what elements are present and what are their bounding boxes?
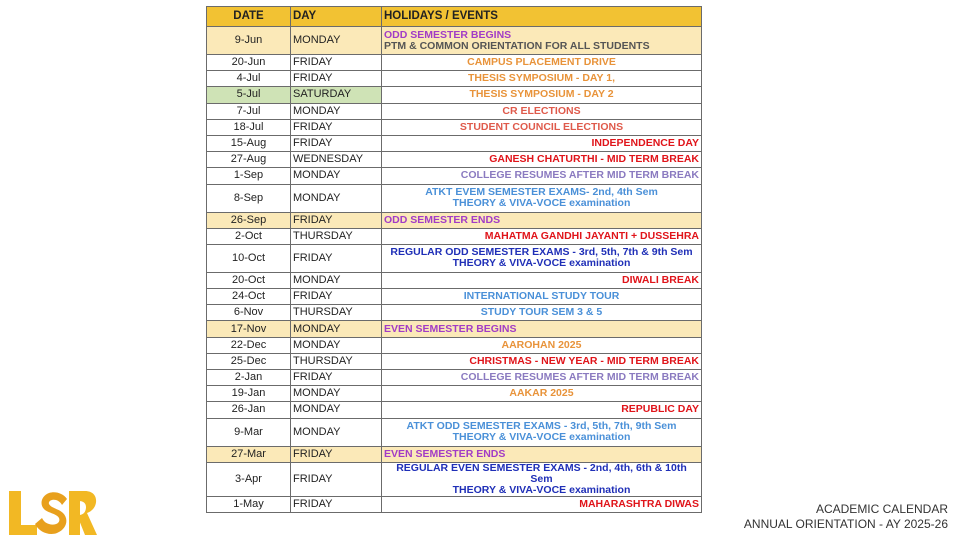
cell-date: 20-Oct: [207, 272, 291, 288]
cell-day: FRIDAY: [291, 71, 382, 87]
table-row: [207, 168, 702, 184]
event-text: THEORY & VIVA-VOCE examination: [452, 197, 631, 209]
event-text: CHRISTMAS - NEW YEAR - MID TERM BREAK: [469, 354, 699, 367]
cell-event: [382, 212, 702, 228]
cell-date: 19-Jan: [207, 386, 291, 402]
cell-event: [382, 462, 702, 496]
event-text: THESIS SYMPOSIUM - DAY 1,: [467, 72, 616, 85]
event-text: INTERNATIONAL STUDY TOUR: [463, 290, 620, 303]
cell-date: 3-Apr: [207, 462, 291, 496]
event-text: ODD SEMESTER BEGINS: [384, 28, 512, 41]
event-text: CR ELECTIONS: [502, 104, 581, 117]
table-row: [207, 119, 702, 135]
cell-event: [382, 418, 702, 446]
cell-day: FRIDAY: [291, 446, 382, 462]
cell-day: MONDAY: [291, 168, 382, 184]
table-row: [207, 55, 702, 71]
table-row: [207, 152, 702, 168]
cell-date: 25-Dec: [207, 353, 291, 369]
cell-event: [382, 305, 702, 321]
cell-date: 27-Aug: [207, 152, 291, 168]
table-row: [207, 321, 702, 337]
table-row: [207, 272, 702, 288]
cell-date: 4-Jul: [207, 71, 291, 87]
cell-event: [382, 446, 702, 462]
cell-event: [382, 228, 702, 244]
table-row: [207, 446, 702, 462]
footer-title: ACADEMIC CALENDAR: [815, 502, 948, 516]
cell-day: MONDAY: [291, 418, 382, 446]
cell-date: 7-Jul: [207, 103, 291, 119]
cell-day: WEDNESDAY: [291, 152, 382, 168]
cell-event: [382, 337, 702, 353]
table-row: [207, 353, 702, 369]
academic-calendar-table: [206, 6, 702, 513]
table-row: [207, 337, 702, 353]
cell-event: [382, 496, 702, 512]
cell-event: [382, 244, 702, 272]
event-text: DIWALI BREAK: [622, 273, 699, 286]
table-row: [207, 462, 702, 496]
cell-date: 26-Jan: [207, 402, 291, 418]
cell-date: 8-Sep: [207, 184, 291, 212]
table-row: [207, 228, 702, 244]
table-row: [207, 496, 702, 512]
event-text: ODD SEMESTER ENDS: [384, 213, 501, 226]
lsr-logo: [7, 489, 99, 537]
cell-day: FRIDAY: [291, 135, 382, 151]
event-text: COLLEGE RESUMES AFTER MID TERM BREAK: [460, 371, 699, 384]
cell-date: 1-May: [207, 496, 291, 512]
header-date: DATE: [207, 7, 291, 27]
cell-event: [382, 71, 702, 87]
cell-date: 2-Oct: [207, 228, 291, 244]
cell-day: THURSDAY: [291, 305, 382, 321]
table-row: [207, 289, 702, 305]
cell-date: 9-Jun: [207, 27, 291, 55]
table-body: [207, 27, 702, 513]
cell-day: MONDAY: [291, 27, 382, 55]
cell-day: FRIDAY: [291, 212, 382, 228]
event-text: ATKT ODD SEMESTER EXAMS - 3rd, 5th, 7th, 9th Sem: [406, 420, 677, 433]
cell-day: FRIDAY: [291, 55, 382, 71]
event-text: THESIS SYMPOSIUM - DAY 2: [469, 88, 614, 101]
cell-event: [382, 103, 702, 119]
header-day: DAY: [291, 7, 382, 27]
cell-event: [382, 289, 702, 305]
cell-date: 24-Oct: [207, 289, 291, 305]
footer-subtitle: ANNUAL ORIENTATION - AY 2025-26: [743, 517, 948, 531]
table-row: [207, 402, 702, 418]
event-text: CAMPUS PLACEMENT DRIVE: [467, 56, 616, 69]
table-row: [207, 244, 702, 272]
event-text: THEORY & VIVA-VOCE examination: [452, 431, 631, 444]
cell-day: MONDAY: [291, 337, 382, 353]
cell-day: MONDAY: [291, 272, 382, 288]
cell-date: 17-Nov: [207, 321, 291, 337]
cell-date: 18-Jul: [207, 119, 291, 135]
cell-day: MONDAY: [291, 103, 382, 119]
event-text: MAHARASHTRA DIWAS: [579, 497, 699, 510]
table-row: [207, 184, 702, 212]
cell-event: [382, 152, 702, 168]
cell-date: 15-Aug: [207, 135, 291, 151]
cell-event: [382, 87, 702, 103]
event-text: AAKAR 2025: [509, 387, 574, 400]
cell-date: 20-Jun: [207, 55, 291, 71]
cell-event: [382, 184, 702, 212]
cell-day: FRIDAY: [291, 370, 382, 386]
event-text: EVEN SEMESTER ENDS: [384, 447, 506, 460]
event-text: AAROHAN 2025: [501, 338, 582, 351]
cell-date: 27-Mar: [207, 446, 291, 462]
table-row: [207, 27, 702, 55]
cell-day: FRIDAY: [291, 462, 382, 496]
cell-date: 5-Jul: [207, 87, 291, 103]
event-text: MAHATMA GANDHI JAYANTI + DUSSEHRA: [484, 229, 699, 242]
cell-date: 10-Oct: [207, 244, 291, 272]
cell-event: [382, 168, 702, 184]
cell-day: THURSDAY: [291, 353, 382, 369]
event-text: PTM & COMMON ORIENTATION FOR ALL STUDENTS: [384, 39, 650, 52]
cell-day: FRIDAY: [291, 289, 382, 305]
cell-event: [382, 370, 702, 386]
event-text: STUDY TOUR SEM 3 & 5: [480, 306, 603, 319]
table-row: [207, 87, 702, 103]
cell-event: [382, 353, 702, 369]
table-row: [207, 103, 702, 119]
event-text: REPUBLIC DAY: [621, 403, 699, 416]
cell-day: MONDAY: [291, 402, 382, 418]
cell-date: 9-Mar: [207, 418, 291, 446]
cell-event: [382, 27, 702, 55]
cell-event: [382, 135, 702, 151]
event-text: INDEPENDENCE DAY: [591, 137, 699, 150]
footer-caption: [744, 502, 948, 532]
event-text: ATKT EVEM SEMESTER EXAMS- 2nd, 4th Sem: [425, 186, 658, 198]
table-row: [207, 370, 702, 386]
event-text: EVEN SEMESTER BEGINS: [384, 322, 517, 335]
event-text: REGULAR EVEN SEMESTER EXAMS - 2nd, 4th, 6th & 10th Sem: [396, 461, 687, 485]
cell-event: [382, 119, 702, 135]
cell-day: FRIDAY: [291, 119, 382, 135]
table-header-row: [207, 7, 702, 27]
cell-day: THURSDAY: [291, 228, 382, 244]
cell-date: 26-Sep: [207, 212, 291, 228]
cell-day: SATURDAY: [291, 87, 382, 103]
cell-event: [382, 55, 702, 71]
event-text: STUDENT COUNCIL ELECTIONS: [459, 120, 624, 133]
event-text: COLLEGE RESUMES AFTER MID TERM BREAK: [460, 169, 699, 182]
event-text: THEORY & VIVA-VOCE examination: [452, 483, 631, 496]
cell-date: 1-Sep: [207, 168, 291, 184]
event-text: GANESH CHATURTHI - MID TERM BREAK: [489, 153, 699, 166]
header-events: HOLIDAYS / EVENTS: [382, 7, 702, 27]
cell-date: 6-Nov: [207, 305, 291, 321]
table-row: [207, 71, 702, 87]
cell-date: 2-Jan: [207, 370, 291, 386]
cell-day: FRIDAY: [291, 244, 382, 272]
cell-day: MONDAY: [291, 321, 382, 337]
table-row: [207, 212, 702, 228]
cell-day: MONDAY: [291, 184, 382, 212]
cell-date: 22-Dec: [207, 337, 291, 353]
table-row: [207, 418, 702, 446]
cell-event: [382, 386, 702, 402]
table-row: [207, 305, 702, 321]
event-text: THEORY & VIVA-VOCE examination: [452, 257, 631, 270]
table-row: [207, 135, 702, 151]
cell-day: MONDAY: [291, 386, 382, 402]
event-text: REGULAR ODD SEMESTER EXAMS - 3rd, 5th, 7th & 9th Sem: [390, 246, 693, 259]
cell-day: FRIDAY: [291, 496, 382, 512]
cell-event: [382, 272, 702, 288]
cell-event: [382, 321, 702, 337]
cell-event: [382, 402, 702, 418]
table-row: [207, 386, 702, 402]
